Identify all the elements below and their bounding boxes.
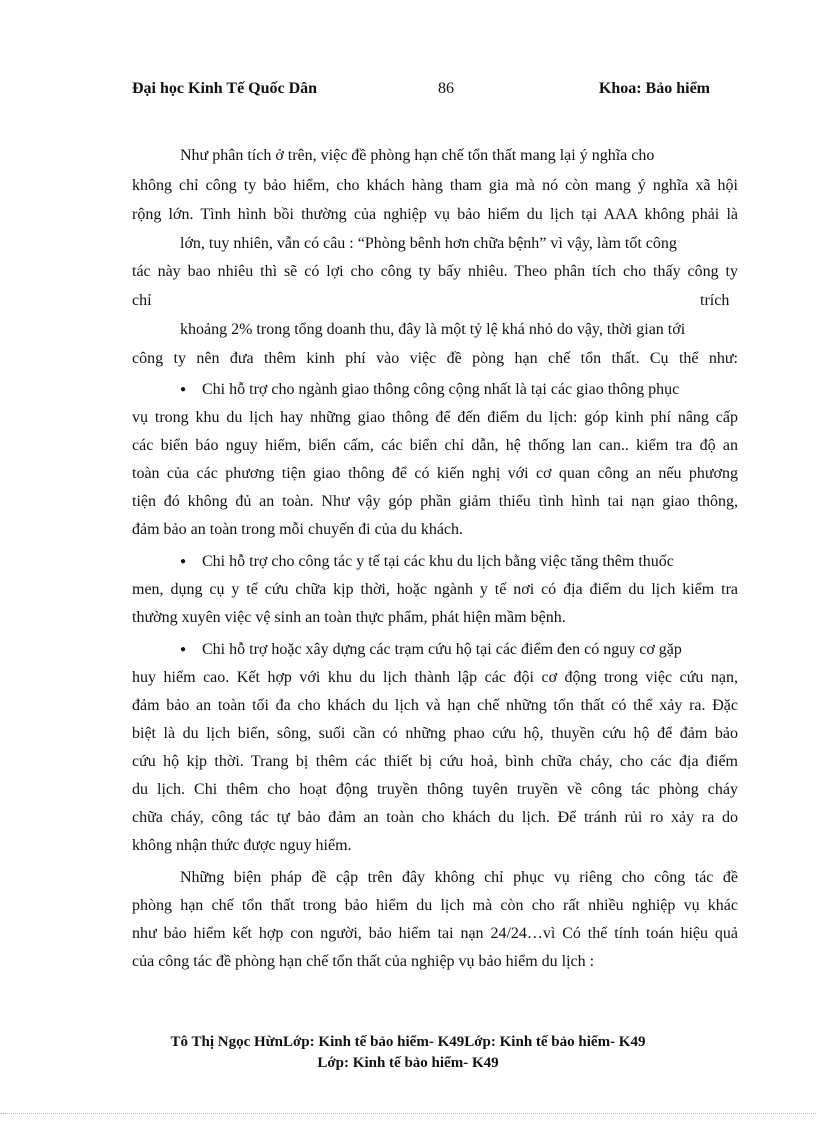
page-bottom-divider [0, 1113, 816, 1114]
text-line: toàn của các phương tiện giao thông để có kiến nghị với cơ quan công an nếu phương [132, 465, 738, 482]
page-number: 86 [438, 80, 454, 97]
text-line: tiện đó không đủ an toàn. Như vậy góp phần giảm thiểu tình hình tai nạn giao thông, [132, 493, 738, 510]
text-line: Chi hỗ trợ hoặc xây dựng các trạm cứu hộ tại các điểm đen có nguy cơ gặp [202, 641, 682, 658]
text-line: du lịch. Chi thêm cho hoạt động truyền thông tuyên truyền về công tác phòng cháy [132, 781, 738, 798]
text-line: không nhận thức được nguy hiểm. [132, 837, 352, 854]
bullet-icon: ● [180, 644, 187, 655]
footer-line-2: Lớp: Kinh tế bảo hiểm- K49 [317, 1055, 499, 1071]
bullet-icon: ● [180, 556, 187, 567]
text-line: trích [700, 292, 730, 309]
text-line: như bảo hiểm kết hợp con người, bảo hiểm tai nạn 24/24…vì Có thể tính toán hiệu quả [132, 925, 738, 942]
text-line: tác này bao nhiêu thì sẽ có lợi cho công ty bấy nhiêu. Theo phân tích cho thấy công ty [132, 263, 738, 280]
text-line: men, dụng cụ y tế cứu chữa kịp thời, hoặc ngành y tế nơi có địa điểm du lịch kiểm tra [132, 581, 738, 598]
text-line: lớn, tuy nhiên, vẫn có câu : “Phòng bênh hơn chữa bệnh” vì vậy, làm tốt công [180, 235, 677, 252]
text-line: Như phân tích ở trên, việc đề phòng hạn chế tổn thất mang lại ý nghĩa cho [180, 147, 655, 164]
page-header [132, 80, 712, 102]
text-line: Những biện pháp đề cập trên đây không chỉ phục vụ riêng cho công tác đề [180, 869, 738, 886]
text-line: chữa cháy, công tác tự bảo đảm an toàn cho khách du lịch. Để tránh rủi ro xảy ra do [132, 809, 738, 826]
text-line: không chỉ công ty bảo hiểm, cho khách hàng tham gia mà nó còn mang ý nghĩa xã hội [132, 177, 738, 194]
text-line: Chi hỗ trợ cho ngành giao thông công cộng nhất là tại các giao thông phục [202, 381, 680, 398]
text-line: huy hiểm cao. Kết hợp với khu du lịch thành lập các đội cơ động trong việc cứu nạn, [132, 669, 738, 686]
text-line: thường xuyên việc vệ sinh an toàn thực phẩm, phát hiện mầm bệnh. [132, 609, 566, 626]
text-line: vụ trong khu du lịch hay những giao thông để đến điểm du lịch: góp kinh phí nâng cấp [132, 409, 738, 426]
bullet-icon: ● [180, 384, 187, 395]
text-line: Chi hỗ trợ cho công tác y tế tại các khu du lịch bằng việc tăng thêm thuốc [202, 553, 674, 570]
text-line: công ty nên đưa thêm kinh phí vào việc đề pòng hạn chế tổn thất. Cụ thể như: [132, 350, 738, 367]
text-line: rộng lớn. Tình hình bồi thường của nghiệp vụ bảo hiểm du lịch tại AAA không phải là [132, 206, 738, 223]
text-line: đảm bảo an toàn tối đa cho khách du lịch và hạn chế những tổn thất có thể xảy ra. Đặc [132, 697, 738, 714]
text-line: phòng hạn chế tổn thất trong bảo hiểm du lịch mà còn cho rất nhiều nghiệp vụ khác [132, 897, 738, 914]
header-faculty: Khoa: Bảo hiểm [598, 80, 710, 97]
header-university: Đại học Kinh Tế Quốc Dân [132, 80, 318, 97]
footer-line-1: Tô Thị Ngọc HừnLớp: Kinh tế bảo hiểm- K49Lớp: Kinh tế bảo hiểm- K49 [170, 1034, 646, 1050]
text-line: các biển báo nguy hiểm, biển cấm, các biển chỉ dẫn, hệ thống lan can.. kiểm tra độ an [132, 437, 738, 454]
text-line: chỉ [132, 292, 152, 309]
text-line: khoảng 2% trong tổng doanh thu, đây là một tỷ lệ khá nhỏ do vậy, thời gian tới [180, 321, 686, 338]
text-line: của công tác đề phòng hạn chế tổn thất của nghiệp vụ bảo hiểm du lịch : [132, 953, 595, 970]
text-line: biệt là du lịch biển, sông, suối cần có những phao cứu hộ, thuyền cứu hộ để đảm bảo [132, 725, 738, 742]
text-line: cứu hộ kịp thời. Trang bị thêm các thiết bị cứu hoả, bình chữa cháy, cho các địa điểm [132, 753, 738, 770]
text-line: đảm bảo an toàn trong mỗi chuyến đi của du khách. [132, 521, 464, 538]
